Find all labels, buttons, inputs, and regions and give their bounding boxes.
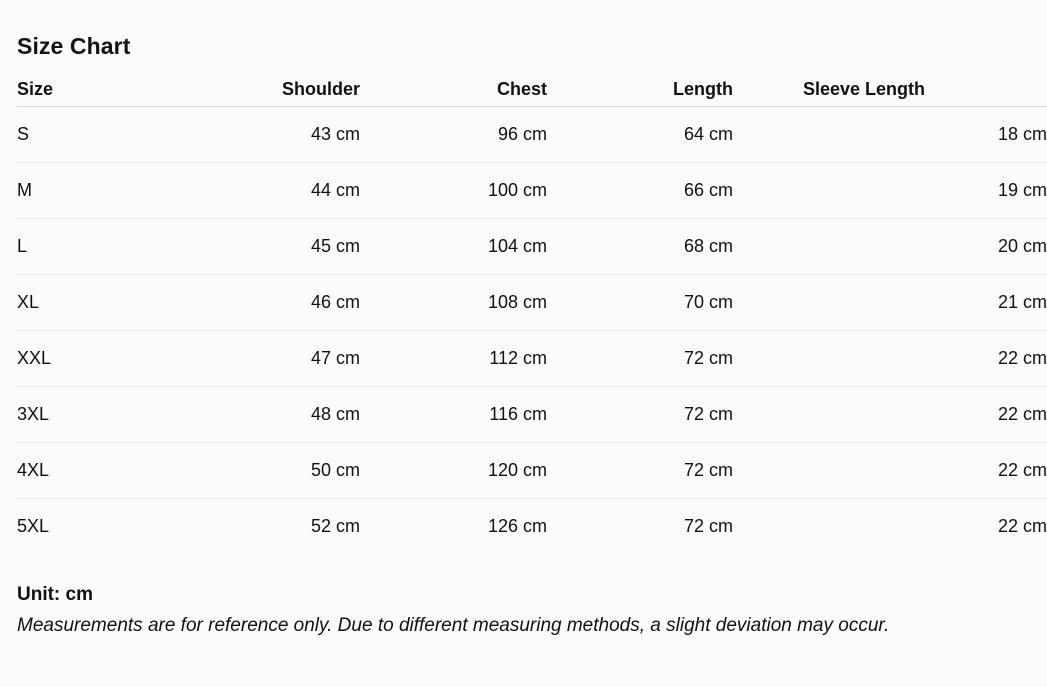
cell-sleeve-length: 22 cm bbox=[733, 331, 1047, 387]
cell-size: 3XL bbox=[17, 387, 173, 443]
cell-size: L bbox=[17, 219, 173, 275]
cell-length: 64 cm bbox=[547, 107, 733, 163]
cell-shoulder: 52 cm bbox=[310, 516, 360, 536]
cell-sleeve-length: 22 cm bbox=[997, 516, 1047, 536]
table-row bbox=[17, 331, 1047, 387]
cell-chest: 100 cm bbox=[360, 163, 547, 219]
cell-chest: 120 cm bbox=[360, 443, 547, 499]
cell-chest: 104 cm bbox=[360, 219, 547, 275]
cell-size: 5XL bbox=[17, 516, 50, 536]
cell-chest: 112 cm bbox=[360, 331, 547, 387]
cell-size: M bbox=[17, 163, 173, 219]
measurement-note: Measurements are for reference only. Due to different measuring methods, a slight deviation may occur. bbox=[17, 615, 890, 636]
cell-sleeve-length: 20 cm bbox=[733, 219, 1047, 275]
cell-shoulder: 48 cm bbox=[173, 387, 360, 443]
cell-length: 72 cm bbox=[683, 516, 733, 536]
cell-chest: 116 cm bbox=[360, 387, 547, 443]
cell-sleeve-length: 22 cm bbox=[733, 387, 1047, 443]
cell-chest: 96 cm bbox=[360, 107, 547, 163]
size-chart-section bbox=[17, 30, 1047, 642]
cell-length: 68 cm bbox=[547, 219, 733, 275]
size-table bbox=[17, 74, 1047, 554]
table-row bbox=[17, 107, 1047, 163]
cell-shoulder: 43 cm bbox=[173, 107, 360, 163]
header-shoulder: Shoulder bbox=[173, 74, 360, 107]
cell-sleeve-length: 18 cm bbox=[733, 107, 1047, 163]
cell-chest: 108 cm bbox=[360, 275, 547, 331]
table-row bbox=[17, 163, 1047, 219]
header-sleeve-length: Sleeve Length bbox=[733, 74, 1047, 107]
cell-length: 72 cm bbox=[547, 443, 733, 499]
cell-length: 72 cm bbox=[547, 331, 733, 387]
cell-shoulder: 44 cm bbox=[173, 163, 360, 219]
page-title: Size Chart bbox=[17, 33, 131, 59]
table-row bbox=[17, 443, 1047, 499]
cell-length: 72 cm bbox=[547, 387, 733, 443]
cell-chest: 126 cm bbox=[487, 516, 547, 536]
unit-label: Unit: cm bbox=[17, 584, 93, 605]
cell-length: 70 cm bbox=[547, 275, 733, 331]
cell-sleeve-length: 22 cm bbox=[733, 443, 1047, 499]
cell-shoulder: 50 cm bbox=[173, 443, 360, 499]
cell-shoulder: 45 cm bbox=[173, 219, 360, 275]
cell-shoulder: 47 cm bbox=[173, 331, 360, 387]
cell-size: XL bbox=[17, 275, 173, 331]
size-table-body bbox=[17, 107, 1047, 555]
cell-shoulder: 46 cm bbox=[173, 275, 360, 331]
table-row bbox=[17, 499, 1047, 555]
table-row bbox=[17, 275, 1047, 331]
table-row bbox=[17, 219, 1047, 275]
cell-size: 4XL bbox=[17, 443, 173, 499]
cell-length: 66 cm bbox=[547, 163, 733, 219]
cell-sleeve-length: 19 cm bbox=[733, 163, 1047, 219]
table-row bbox=[17, 387, 1047, 443]
header-row bbox=[17, 74, 1047, 107]
cell-size: S bbox=[17, 107, 173, 163]
cell-sleeve-length: 21 cm bbox=[733, 275, 1047, 331]
cell-size: XXL bbox=[17, 331, 173, 387]
header-size: Size bbox=[17, 74, 173, 107]
header-chest: Chest bbox=[360, 74, 547, 107]
size-table-header bbox=[17, 74, 1047, 107]
header-length: Length bbox=[547, 74, 733, 107]
